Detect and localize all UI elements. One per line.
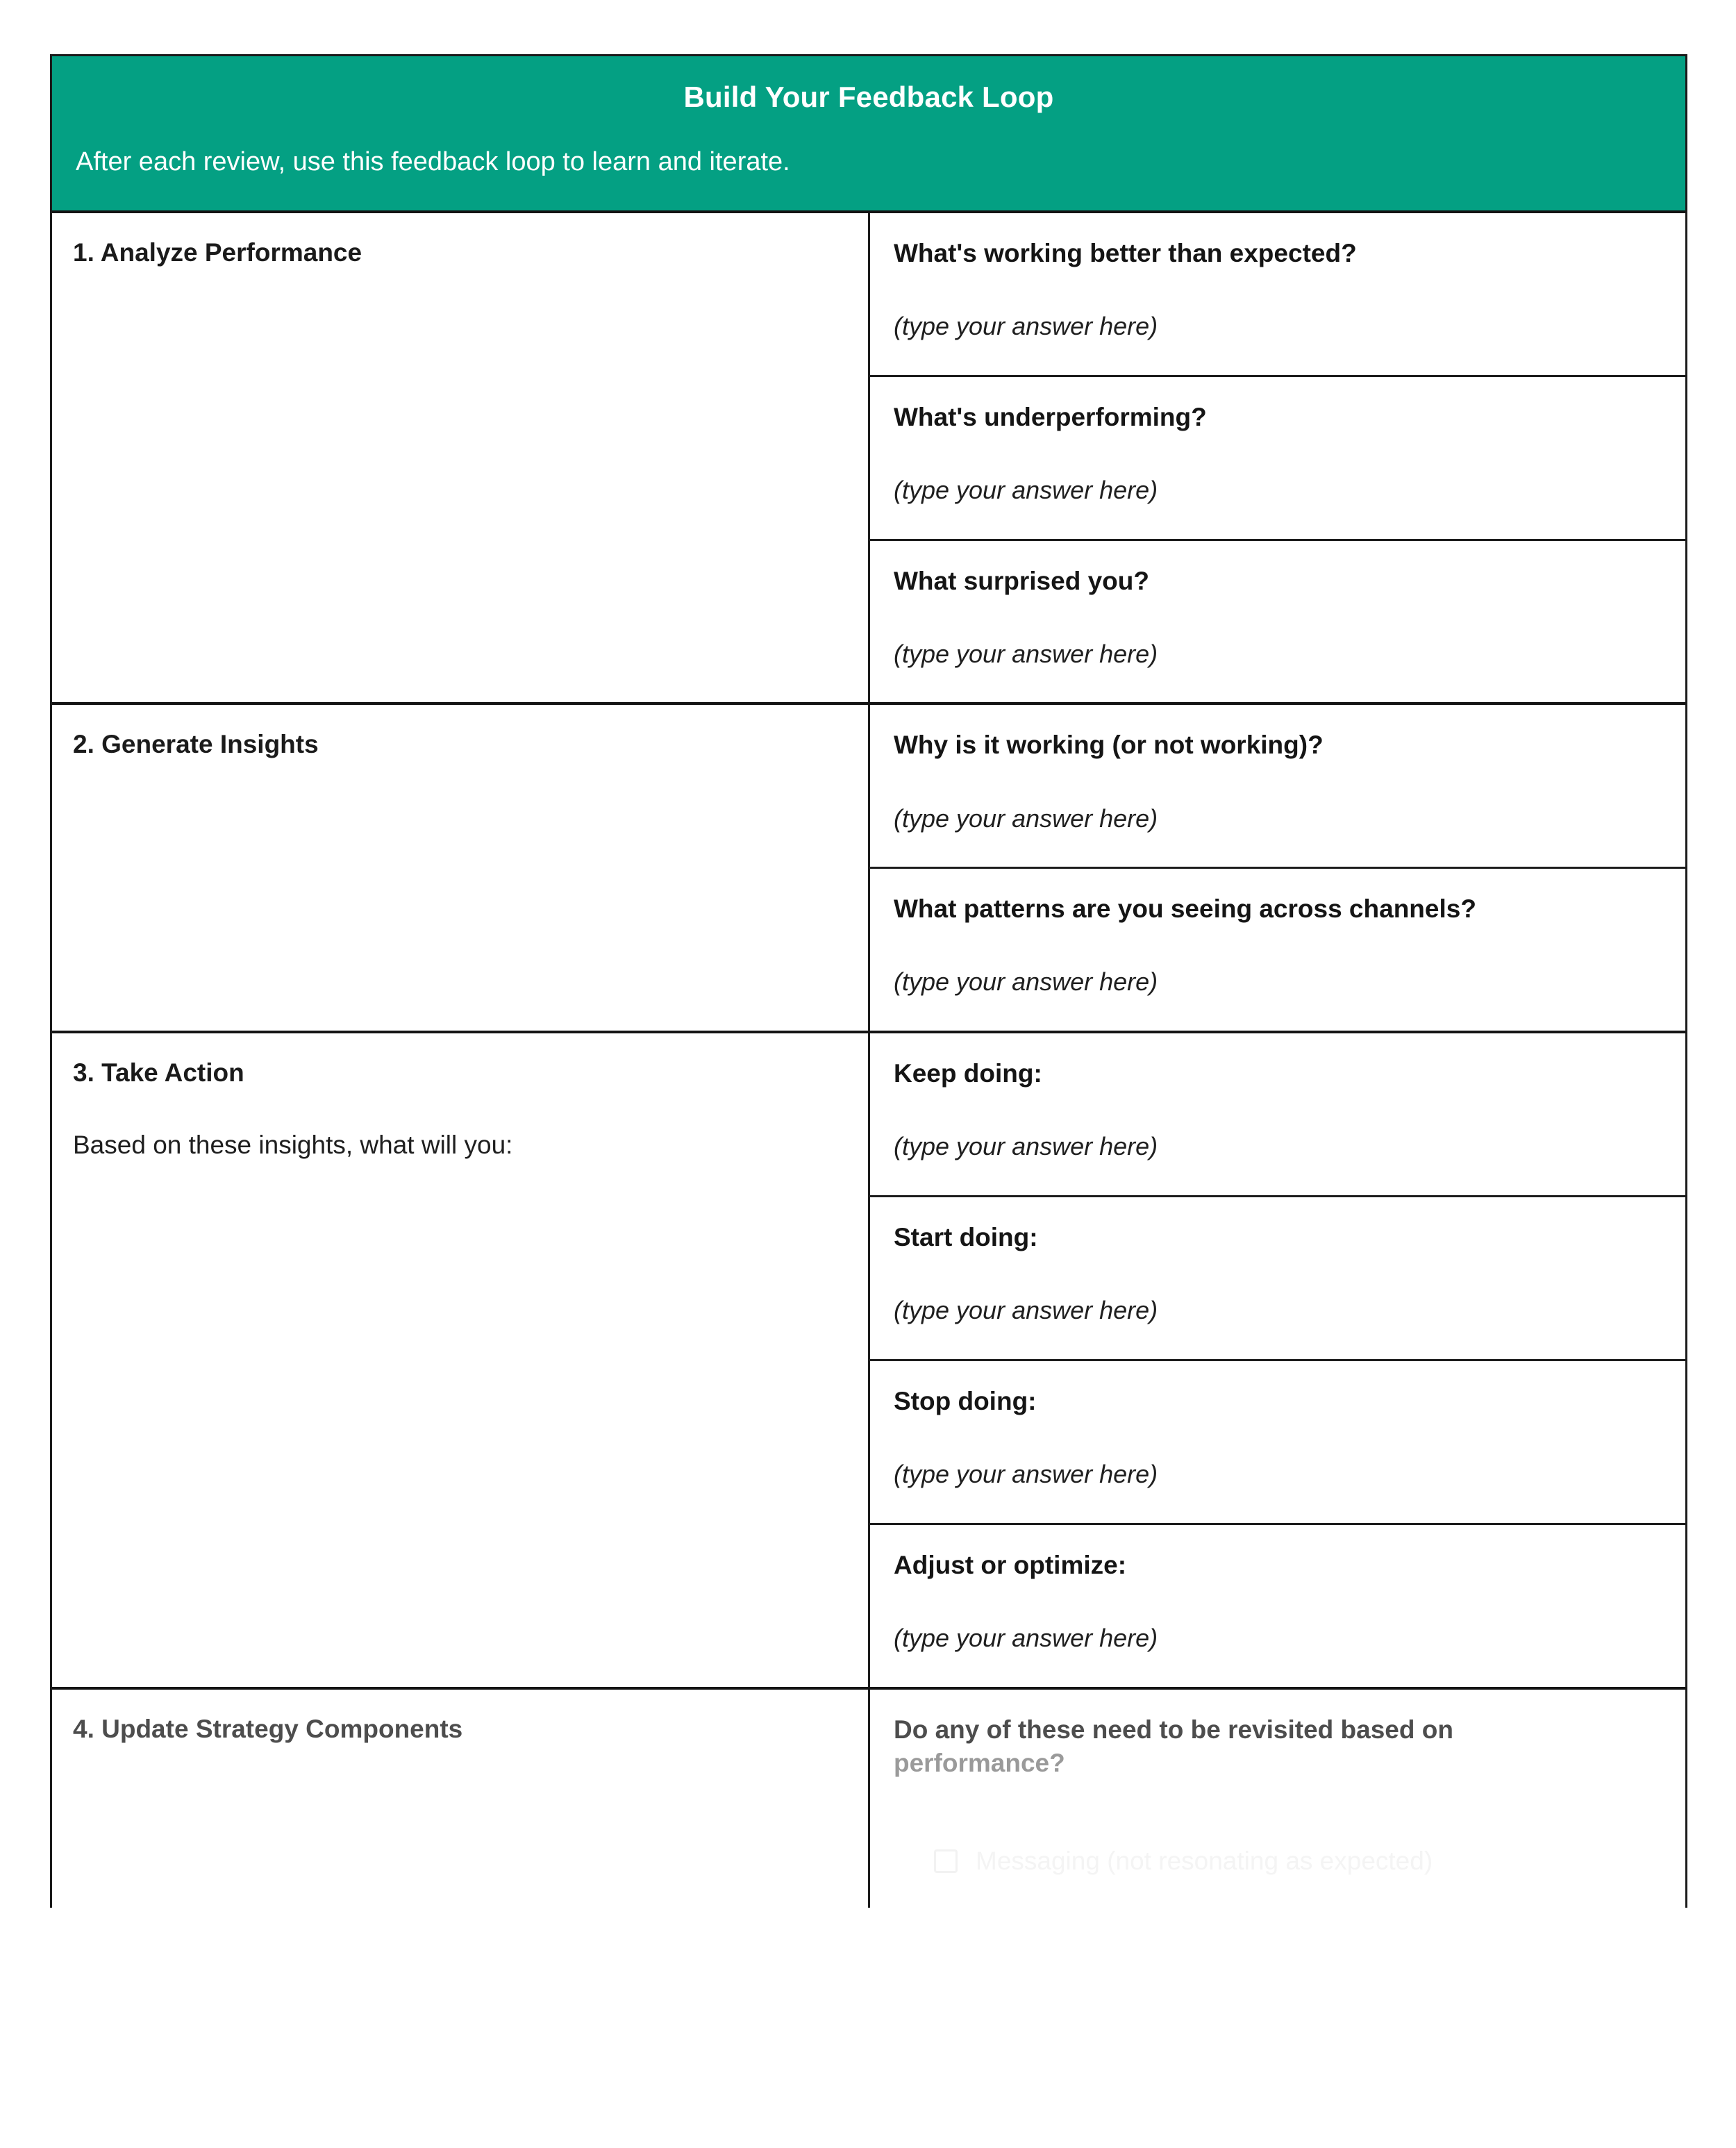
section-update-strategy-components (52, 1687, 1685, 1908)
question-label: Stop doing: (894, 1387, 1037, 1416)
question-block[interactable] (870, 213, 1685, 377)
checkbox-option[interactable] (934, 1847, 1662, 1876)
question-label: Start doing: (894, 1223, 1038, 1252)
section-label-cell (52, 213, 870, 703)
question-block[interactable] (870, 705, 1685, 869)
section-heading: 4. Update Strategy Components (73, 1714, 463, 1743)
section-questions-cell (870, 705, 1685, 1031)
question-block[interactable] (870, 1033, 1685, 1197)
question-block[interactable] (870, 869, 1685, 1031)
section-label-cell (52, 1033, 870, 1687)
answer-input[interactable]: (type your answer here) (894, 1132, 1158, 1161)
question-label: Why is it working (or not working)? (894, 731, 1324, 760)
question-label-line-2: performance? (894, 1748, 1065, 1777)
answer-input[interactable]: (type your answer here) (894, 804, 1158, 833)
section-heading: 2. Generate Insights (73, 730, 319, 759)
section-questions-cell (870, 1690, 1685, 1908)
question-block[interactable] (870, 1197, 1685, 1361)
worksheet-title: Build Your Feedback Loop (683, 81, 1054, 113)
question-block[interactable] (870, 1525, 1685, 1687)
answer-input[interactable]: (type your answer here) (894, 967, 1158, 997)
section-questions-cell (870, 1033, 1685, 1687)
answer-input[interactable]: (type your answer here) (894, 311, 1158, 340)
worksheet-subtitle: After each review, use this feedback loop to learn and iterate. (76, 147, 790, 177)
question-label: What patterns are you seeing across channels? (894, 894, 1476, 924)
answer-input[interactable]: (type your answer here) (894, 475, 1158, 504)
feedback-loop-worksheet (50, 54, 1687, 1908)
section-label-cell (52, 705, 870, 1031)
question-label-line-1: Do any of these need to be revisited based on (894, 1715, 1453, 1744)
section-subheading: Based on these insights, what will you: (73, 1131, 513, 1160)
answer-input[interactable]: (type your answer here) (894, 1460, 1158, 1489)
page-bottom-fade (0, 2065, 1736, 2148)
question-block[interactable] (870, 541, 1685, 703)
worksheet-header-banner (52, 56, 1685, 210)
question-label: What's working better than expected? (894, 238, 1357, 267)
question-label: What surprised you? (894, 566, 1149, 595)
section-heading: 1. Analyze Performance (73, 238, 362, 267)
section-analyze-performance (52, 210, 1685, 703)
question-block[interactable] (870, 1690, 1685, 1908)
section-generate-insights (52, 702, 1685, 1031)
section-label-cell (52, 1690, 870, 1908)
section-take-action (52, 1031, 1685, 1687)
question-label: What's underperforming? (894, 402, 1207, 431)
answer-input[interactable]: (type your answer here) (894, 639, 1158, 668)
section-heading: 3. Take Action (73, 1058, 244, 1088)
section-questions-cell (870, 213, 1685, 703)
answer-input[interactable]: (type your answer here) (894, 1624, 1158, 1652)
answer-input[interactable]: (type your answer here) (894, 1296, 1158, 1325)
checkbox-icon[interactable] (934, 1849, 958, 1873)
question-label: Keep doing: (894, 1059, 1042, 1088)
question-block[interactable] (870, 377, 1685, 541)
question-label: Adjust or optimize: (894, 1550, 1127, 1579)
checkbox-label: Messaging (not resonating as expected) (976, 1846, 1433, 1875)
question-block[interactable] (870, 1361, 1685, 1525)
